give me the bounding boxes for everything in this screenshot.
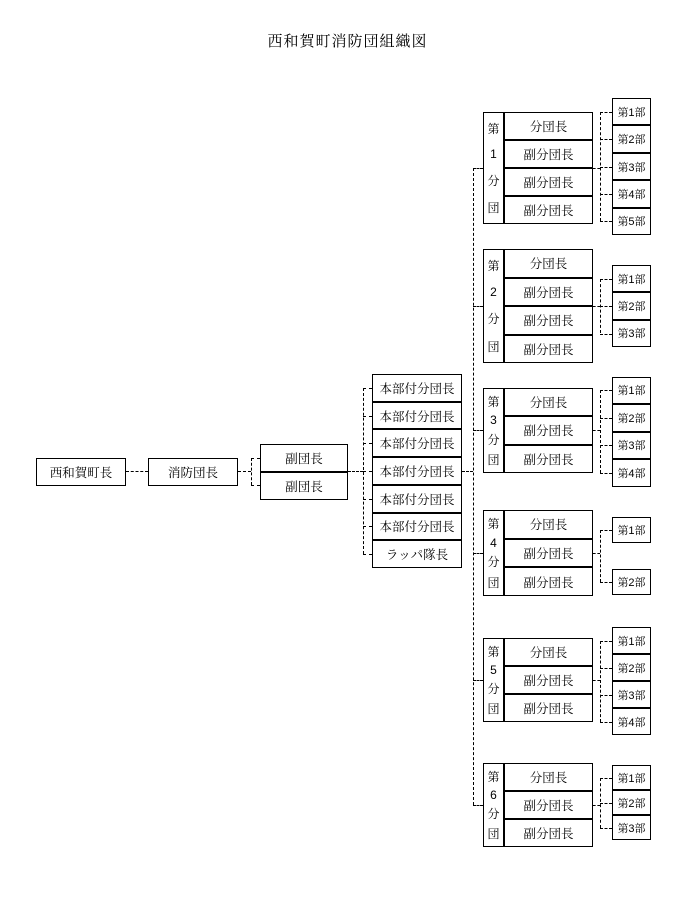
division-officers: [505, 389, 592, 472]
officer-cell: 副分団長: [505, 444, 592, 472]
connector-line: [363, 554, 372, 555]
parts-column: [612, 765, 651, 840]
parts-column: [612, 377, 651, 487]
part-box: 第3部: [613, 319, 650, 346]
division-label-char: 3: [490, 413, 497, 428]
connector-line: [363, 388, 364, 554]
division-label-char: 分: [487, 807, 500, 822]
part-box: 第3部: [613, 152, 650, 179]
officer-cell: 分団長: [529, 120, 568, 134]
connector-line: [473, 553, 483, 554]
division-label: [484, 511, 505, 595]
connector-line: [600, 418, 612, 419]
hq-staff-cell: 本部付分団長: [373, 456, 461, 484]
division-label-char: 分: [487, 311, 500, 326]
connector-line: [600, 530, 601, 582]
officer-cell: 副分団長: [505, 305, 592, 334]
box-mayor: 西和賀町長: [36, 458, 126, 486]
officer-cell: 副分団長: [505, 566, 592, 595]
division-box-6: [483, 763, 593, 847]
connector-line: [348, 471, 363, 472]
officer-cell: 副分団長: [505, 195, 592, 223]
division-label: [484, 250, 505, 362]
connector-line: [473, 168, 474, 805]
part-box: 第1部: [617, 635, 646, 648]
connector-line: [600, 139, 612, 140]
connector-line: [600, 582, 612, 583]
connector-line: [600, 279, 612, 280]
connector-line: [593, 680, 600, 681]
parts-column: [612, 265, 651, 347]
connector-line: [593, 306, 600, 307]
connector-line: [593, 168, 600, 169]
hq-staff-cell: 本部付分団長: [373, 401, 461, 429]
hq-staff-cell: 本部付分団長: [373, 512, 461, 540]
division-officers: [505, 113, 592, 223]
hq-staff-cell: 本部付分団長: [373, 428, 461, 456]
division-label-char: 1: [490, 147, 497, 162]
division-officers: [505, 639, 592, 721]
officer-cell: 分団長: [529, 771, 568, 785]
trumpet-leader-cell: ラッパ隊長: [373, 539, 461, 567]
division-officers: [505, 250, 592, 362]
part-box: 第1部: [617, 772, 646, 785]
connector-line: [600, 668, 612, 669]
connector-line: [593, 430, 600, 431]
connector-line: [600, 390, 601, 473]
connector-line: [473, 680, 483, 681]
connector-line: [593, 805, 600, 806]
connector-line: [600, 445, 612, 446]
deputy-chief-cell: 副団長: [261, 471, 347, 499]
connector-line: [600, 530, 612, 531]
division-label-char: 団: [487, 702, 500, 717]
connector-line: [473, 430, 483, 431]
officer-cell: 分団長: [529, 257, 568, 272]
division-label: [484, 389, 505, 472]
officer-cell: 副分団長: [505, 665, 592, 693]
connector-line: [473, 306, 483, 307]
part-box: 第5部: [613, 207, 650, 234]
connector-line: [251, 458, 260, 459]
officer-cell: 副分団長: [505, 167, 592, 195]
connector-line: [600, 722, 612, 723]
division-label-char: 団: [487, 453, 500, 468]
division-officers: [505, 511, 592, 595]
part-box: 第1部: [617, 385, 646, 398]
part-box: 第1部: [612, 517, 651, 543]
division-label-char: 第: [487, 769, 500, 784]
connector-line: [600, 778, 612, 779]
connector-line: [473, 805, 483, 806]
division-label-char: 団: [487, 576, 500, 591]
division-box-4: [483, 510, 593, 596]
division-label-char: 6: [490, 787, 497, 802]
part-box: 第4部: [613, 707, 650, 734]
part-box: 第2部: [613, 403, 650, 431]
officer-cell: 副分団長: [505, 790, 592, 818]
division-label-char: 第: [487, 259, 500, 274]
diagram-title: 西和賀町消防団組織図: [267, 33, 428, 50]
hq-staff-cell: 本部付分団長: [373, 484, 461, 512]
deputy-chiefs-box: [260, 444, 348, 500]
part-box: 第1部: [617, 106, 646, 119]
hq-staff-cell: 本部付分団長: [379, 381, 455, 396]
deputy-chief-cell: 副団長: [285, 452, 323, 466]
connector-line: [600, 803, 612, 804]
connector-line: [462, 471, 473, 472]
connector-line: [363, 443, 372, 444]
division-label-char: 5: [490, 662, 497, 677]
connector-line: [600, 473, 612, 474]
division-label: [484, 113, 505, 223]
box-fire-chief: 消防団長: [148, 458, 238, 486]
connector-line: [363, 416, 372, 417]
part-box: 第3部: [613, 680, 650, 707]
division-label-char: 分: [487, 432, 500, 447]
connector-line: [600, 641, 601, 722]
connector-line: [600, 306, 612, 307]
connector-line: [600, 641, 612, 642]
connector-line: [600, 221, 612, 222]
connector-line: [363, 388, 372, 389]
division-officers: [505, 764, 592, 846]
connector-line: [251, 458, 252, 485]
connector-line: [600, 334, 612, 335]
division-label-char: 第: [487, 644, 500, 659]
part-box: 第4部: [613, 179, 650, 206]
officer-cell: 副分団長: [505, 277, 592, 306]
division-box-3: [483, 388, 593, 473]
parts-column: [612, 627, 651, 735]
part-box: 第2部: [613, 124, 650, 151]
division-label-char: 分: [487, 682, 500, 697]
connector-line: [600, 695, 612, 696]
part-box: 第1部: [617, 273, 646, 286]
division-label: [484, 764, 505, 846]
connector-line: [600, 828, 612, 829]
connector-line: [238, 471, 251, 472]
division-box-5: [483, 638, 593, 722]
connector-line: [363, 499, 372, 500]
division-label-char: 団: [487, 827, 500, 842]
part-box: 第2部: [613, 653, 650, 680]
connector-line: [600, 112, 612, 113]
part-box: 第2部: [613, 789, 650, 814]
division-label-char: 第: [487, 516, 500, 531]
officer-cell: 副分団長: [505, 818, 592, 846]
division-label-char: 団: [487, 339, 500, 354]
officer-cell: 分団長: [529, 518, 568, 533]
connector-line: [600, 390, 612, 391]
officer-cell: 副分団長: [505, 334, 592, 363]
connector-line: [251, 485, 260, 486]
part-box: 第3部: [613, 431, 650, 459]
officer-cell: 分団長: [529, 396, 568, 411]
division-label-char: 分: [487, 173, 500, 188]
connector-line: [126, 471, 148, 472]
officer-cell: 副分団長: [505, 139, 592, 167]
parts-column: [612, 98, 651, 235]
part-box: 第3部: [613, 814, 650, 839]
connector-line: [363, 526, 372, 527]
division-box-1: [483, 112, 593, 224]
part-box: 第4部: [613, 458, 650, 486]
officer-cell: 分団長: [529, 646, 568, 660]
division-label: [484, 639, 505, 721]
division-label-char: 団: [487, 200, 500, 215]
division-label-char: 4: [490, 535, 497, 550]
part-box: 第2部: [613, 291, 650, 318]
division-label-char: 2: [490, 285, 497, 300]
division-box-2: [483, 249, 593, 363]
connector-line: [593, 553, 600, 554]
hq-staff-column: [372, 374, 462, 568]
division-label-char: 第: [487, 394, 500, 409]
connector-line: [363, 471, 372, 472]
division-label-char: 第: [487, 122, 500, 137]
officer-cell: 副分団長: [505, 415, 592, 443]
part-box: 第2部: [612, 569, 651, 595]
division-label-char: 分: [487, 555, 500, 570]
connector-line: [600, 194, 612, 195]
connector-line: [600, 167, 612, 168]
connector-line: [473, 168, 483, 169]
officer-cell: 副分団長: [505, 538, 592, 567]
officer-cell: 副分団長: [505, 693, 592, 721]
